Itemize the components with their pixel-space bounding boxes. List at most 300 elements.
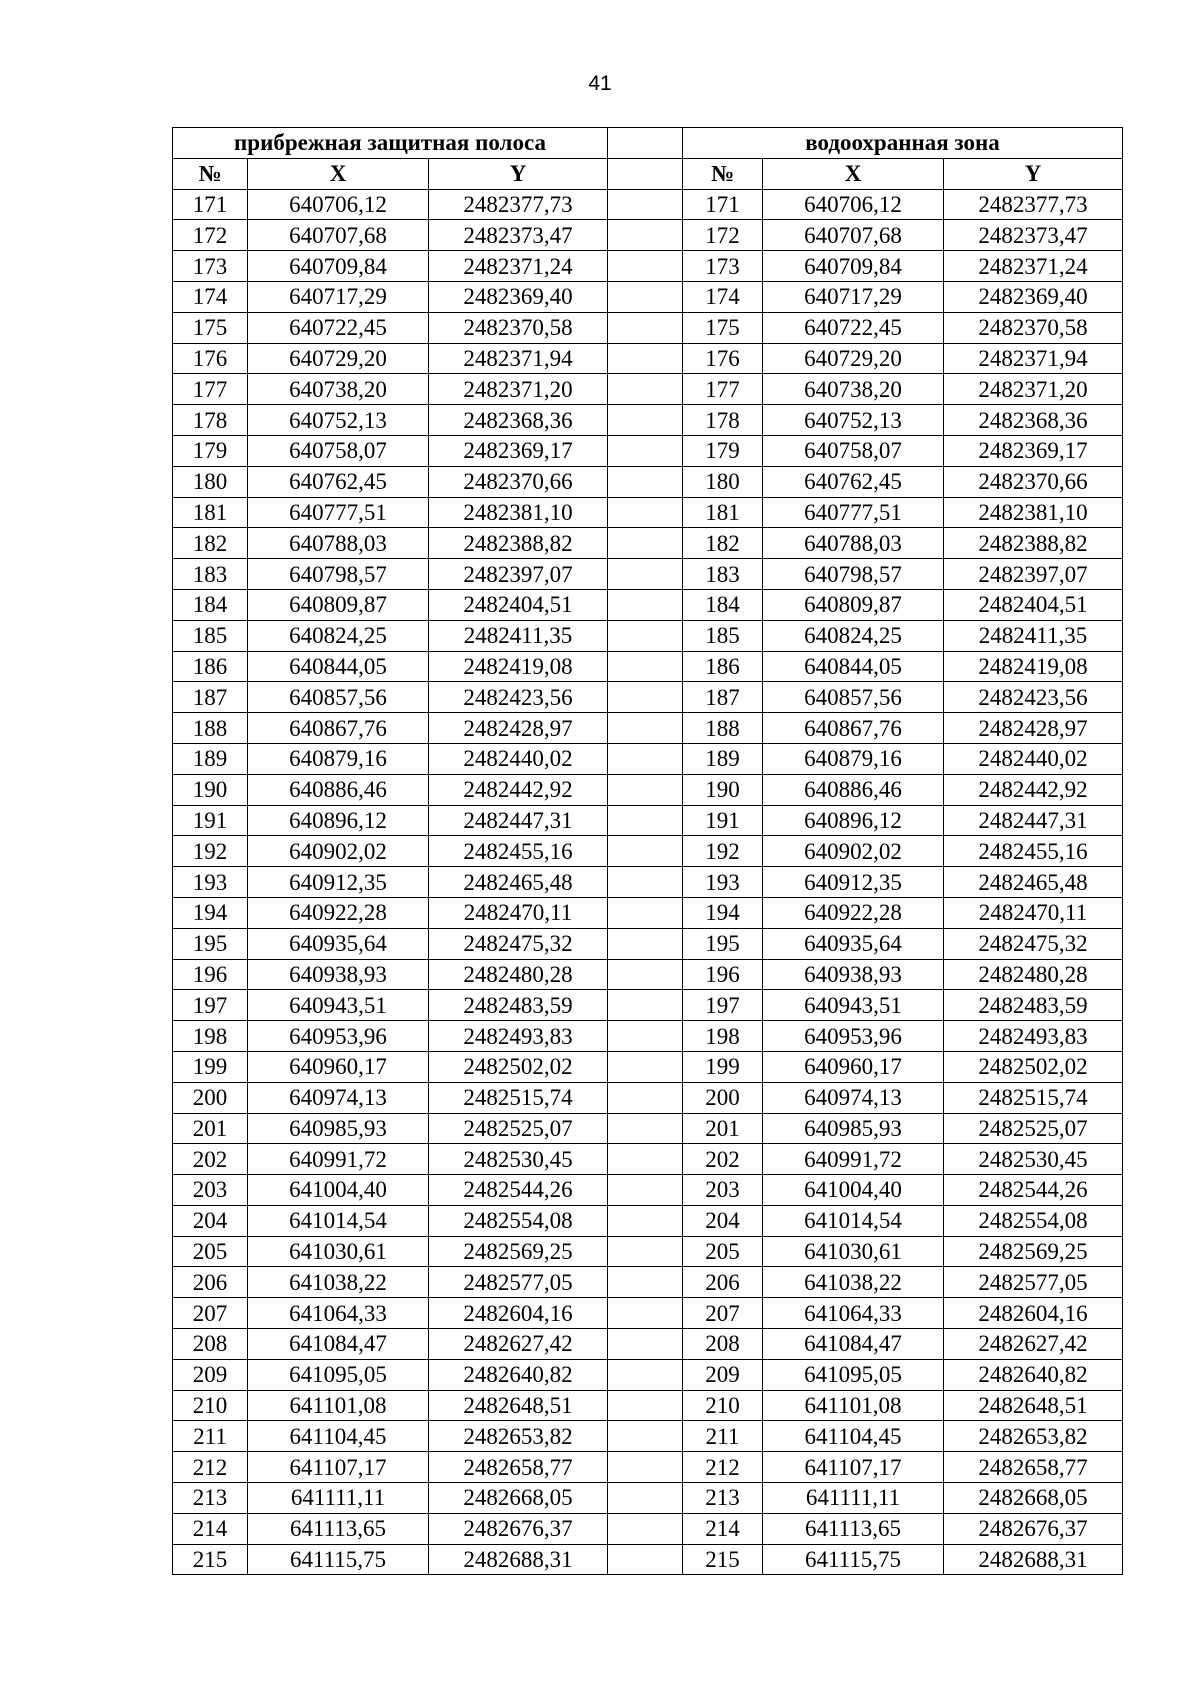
table-row [173, 1390, 1123, 1421]
right-point-number: 178 [683, 405, 763, 436]
right-x-coordinate: 640706,12 [763, 189, 944, 220]
right-x-coordinate: 640922,28 [763, 897, 944, 928]
left-y-coordinate: 2482530,45 [429, 1144, 608, 1175]
left-point-number: 186 [173, 651, 248, 682]
left-x-coordinate: 640974,13 [248, 1082, 429, 1113]
table-row [173, 1051, 1123, 1082]
right-y-coordinate: 2482604,16 [944, 1298, 1123, 1329]
right-y-coordinate: 2482658,77 [944, 1452, 1123, 1483]
left-y-coordinate: 2482442,92 [429, 774, 608, 805]
table-row [173, 466, 1123, 497]
right-y-coordinate: 2482388,82 [944, 528, 1123, 559]
right-point-number: 189 [683, 743, 763, 774]
coordinates-table [172, 127, 1123, 1575]
left-x-coordinate: 640896,12 [248, 805, 429, 836]
right-x-coordinate: 640809,87 [763, 589, 944, 620]
spacer-cell [608, 128, 683, 159]
table-row [173, 836, 1123, 867]
left-point-number: 196 [173, 959, 248, 990]
left-point-number: 173 [173, 251, 248, 282]
spacer-cell [608, 559, 683, 590]
spacer-cell [608, 743, 683, 774]
right-point-number: 213 [683, 1483, 763, 1514]
spacer-cell [608, 713, 683, 744]
left-point-number: 175 [173, 312, 248, 343]
spacer-cell [608, 343, 683, 374]
left-x-coordinate: 640857,56 [248, 682, 429, 713]
left-x-coordinate: 641084,47 [248, 1329, 429, 1360]
left-point-number: 178 [173, 405, 248, 436]
left-x-coordinate: 640912,35 [248, 867, 429, 898]
table-row [173, 1298, 1123, 1329]
left-x-coordinate: 640788,03 [248, 528, 429, 559]
left-col-number-header: № [173, 158, 248, 189]
left-x-coordinate: 640758,07 [248, 435, 429, 466]
spacer-cell [608, 374, 683, 405]
right-y-coordinate: 2482502,02 [944, 1051, 1123, 1082]
left-point-number: 201 [173, 1113, 248, 1144]
right-point-number: 190 [683, 774, 763, 805]
right-point-number: 199 [683, 1051, 763, 1082]
left-x-coordinate: 640717,29 [248, 281, 429, 312]
table-row [173, 559, 1123, 590]
spacer-cell [608, 1421, 683, 1452]
left-x-coordinate: 640938,93 [248, 959, 429, 990]
left-point-number: 215 [173, 1544, 248, 1575]
right-point-number: 201 [683, 1113, 763, 1144]
right-y-coordinate: 2482423,56 [944, 682, 1123, 713]
left-point-number: 202 [173, 1144, 248, 1175]
left-x-coordinate: 641004,40 [248, 1175, 429, 1206]
left-x-coordinate: 641115,75 [248, 1544, 429, 1575]
right-y-coordinate: 2482465,48 [944, 867, 1123, 898]
table-row [173, 990, 1123, 1021]
right-x-coordinate: 641064,33 [763, 1298, 944, 1329]
table-row [173, 713, 1123, 744]
left-y-coordinate: 2482455,16 [429, 836, 608, 867]
right-x-coordinate: 640777,51 [763, 497, 944, 528]
left-point-number: 211 [173, 1421, 248, 1452]
left-point-number: 187 [173, 682, 248, 713]
left-y-coordinate: 2482465,48 [429, 867, 608, 898]
left-y-coordinate: 2482688,31 [429, 1544, 608, 1575]
table-row [173, 528, 1123, 559]
left-point-number: 184 [173, 589, 248, 620]
table-row [173, 497, 1123, 528]
left-point-number: 203 [173, 1175, 248, 1206]
table-row [173, 281, 1123, 312]
left-point-number: 208 [173, 1329, 248, 1360]
spacer-cell [608, 1205, 683, 1236]
right-point-number: 192 [683, 836, 763, 867]
right-x-coordinate: 640867,76 [763, 713, 944, 744]
right-x-coordinate: 640758,07 [763, 435, 944, 466]
table-row [173, 1329, 1123, 1360]
table-row [173, 1483, 1123, 1514]
right-x-coordinate: 641111,11 [763, 1483, 944, 1514]
left-point-number: 206 [173, 1267, 248, 1298]
left-x-coordinate: 641064,33 [248, 1298, 429, 1329]
table-row [173, 1359, 1123, 1390]
spacer-cell [608, 281, 683, 312]
spacer-cell [608, 466, 683, 497]
table-row [173, 897, 1123, 928]
left-point-number: 172 [173, 220, 248, 251]
right-y-coordinate: 2482648,51 [944, 1390, 1123, 1421]
left-y-coordinate: 2482369,17 [429, 435, 608, 466]
left-y-coordinate: 2482502,02 [429, 1051, 608, 1082]
right-point-number: 204 [683, 1205, 763, 1236]
table-row [173, 867, 1123, 898]
right-point-number: 173 [683, 251, 763, 282]
table-row [173, 651, 1123, 682]
left-x-coordinate: 640960,17 [248, 1051, 429, 1082]
right-y-coordinate: 2482668,05 [944, 1483, 1123, 1514]
right-point-number: 207 [683, 1298, 763, 1329]
left-y-coordinate: 2482371,94 [429, 343, 608, 374]
spacer-cell [608, 312, 683, 343]
right-y-coordinate: 2482373,47 [944, 220, 1123, 251]
left-y-coordinate: 2482676,37 [429, 1513, 608, 1544]
table-row [173, 1544, 1123, 1575]
left-y-coordinate: 2482627,42 [429, 1329, 608, 1360]
left-x-coordinate: 641113,65 [248, 1513, 429, 1544]
left-point-number: 205 [173, 1236, 248, 1267]
right-x-coordinate: 640752,13 [763, 405, 944, 436]
right-x-coordinate: 641084,47 [763, 1329, 944, 1360]
left-y-coordinate: 2482377,73 [429, 189, 608, 220]
right-x-coordinate: 640974,13 [763, 1082, 944, 1113]
left-x-coordinate: 641014,54 [248, 1205, 429, 1236]
left-y-coordinate: 2482493,83 [429, 1021, 608, 1052]
left-y-coordinate: 2482440,02 [429, 743, 608, 774]
spacer-cell [608, 589, 683, 620]
right-point-number: 187 [683, 682, 763, 713]
right-point-number: 172 [683, 220, 763, 251]
right-y-coordinate: 2482442,92 [944, 774, 1123, 805]
right-y-coordinate: 2482381,10 [944, 497, 1123, 528]
left-y-coordinate: 2482369,40 [429, 281, 608, 312]
left-point-number: 210 [173, 1390, 248, 1421]
right-point-number: 215 [683, 1544, 763, 1575]
left-x-coordinate: 640985,93 [248, 1113, 429, 1144]
left-x-coordinate: 640709,84 [248, 251, 429, 282]
left-point-number: 191 [173, 805, 248, 836]
right-x-coordinate: 640896,12 [763, 805, 944, 836]
right-x-coordinate: 640722,45 [763, 312, 944, 343]
right-y-coordinate: 2482483,59 [944, 990, 1123, 1021]
left-x-coordinate: 640752,13 [248, 405, 429, 436]
left-y-coordinate: 2482569,25 [429, 1236, 608, 1267]
right-point-number: 177 [683, 374, 763, 405]
spacer-cell [608, 867, 683, 898]
left-point-number: 200 [173, 1082, 248, 1113]
right-y-coordinate: 2482515,74 [944, 1082, 1123, 1113]
right-x-coordinate: 640717,29 [763, 281, 944, 312]
right-x-coordinate: 640857,56 [763, 682, 944, 713]
left-x-coordinate: 640777,51 [248, 497, 429, 528]
table-row [173, 682, 1123, 713]
table-row [173, 928, 1123, 959]
left-point-number: 176 [173, 343, 248, 374]
left-point-number: 204 [173, 1205, 248, 1236]
right-point-number: 193 [683, 867, 763, 898]
right-y-coordinate: 2482480,28 [944, 959, 1123, 990]
right-y-coordinate: 2482440,02 [944, 743, 1123, 774]
left-y-coordinate: 2482370,58 [429, 312, 608, 343]
left-x-coordinate: 640809,87 [248, 589, 429, 620]
left-x-coordinate: 641095,05 [248, 1359, 429, 1390]
left-y-coordinate: 2482475,32 [429, 928, 608, 959]
left-x-coordinate: 640953,96 [248, 1021, 429, 1052]
left-point-number: 188 [173, 713, 248, 744]
right-y-coordinate: 2482475,32 [944, 928, 1123, 959]
left-point-number: 174 [173, 281, 248, 312]
left-x-coordinate: 640706,12 [248, 189, 429, 220]
spacer-cell [608, 1544, 683, 1575]
spacer-cell [608, 1359, 683, 1390]
right-point-number: 188 [683, 713, 763, 744]
spacer-cell [608, 1483, 683, 1514]
spacer-cell [608, 251, 683, 282]
left-point-number: 195 [173, 928, 248, 959]
table-row [173, 1175, 1123, 1206]
table-row [173, 743, 1123, 774]
right-point-number: 175 [683, 312, 763, 343]
right-point-number: 198 [683, 1021, 763, 1052]
left-x-coordinate: 640867,76 [248, 713, 429, 744]
right-y-coordinate: 2482470,11 [944, 897, 1123, 928]
right-y-coordinate: 2482371,94 [944, 343, 1123, 374]
right-y-coordinate: 2482676,37 [944, 1513, 1123, 1544]
left-x-coordinate: 640762,45 [248, 466, 429, 497]
left-y-coordinate: 2482554,08 [429, 1205, 608, 1236]
left-x-coordinate: 640991,72 [248, 1144, 429, 1175]
spacer-cell [608, 928, 683, 959]
right-point-number: 181 [683, 497, 763, 528]
right-y-coordinate: 2482411,35 [944, 620, 1123, 651]
spacer-cell [608, 651, 683, 682]
left-x-coordinate: 640935,64 [248, 928, 429, 959]
left-point-number: 207 [173, 1298, 248, 1329]
left-y-coordinate: 2482525,07 [429, 1113, 608, 1144]
column-header-row [173, 158, 1123, 189]
table-row [173, 1236, 1123, 1267]
table-row [173, 1082, 1123, 1113]
left-point-number: 189 [173, 743, 248, 774]
spacer-cell [608, 774, 683, 805]
left-y-coordinate: 2482388,82 [429, 528, 608, 559]
right-y-coordinate: 2482577,05 [944, 1267, 1123, 1298]
right-point-number: 184 [683, 589, 763, 620]
left-x-coordinate: 640902,02 [248, 836, 429, 867]
spacer-cell [608, 1513, 683, 1544]
right-x-coordinate: 641095,05 [763, 1359, 944, 1390]
left-x-coordinate: 640879,16 [248, 743, 429, 774]
right-x-coordinate: 640886,46 [763, 774, 944, 805]
left-point-number: 192 [173, 836, 248, 867]
table-row [173, 959, 1123, 990]
left-x-coordinate: 640844,05 [248, 651, 429, 682]
left-point-number: 183 [173, 559, 248, 590]
right-y-coordinate: 2482493,83 [944, 1021, 1123, 1052]
right-point-number: 210 [683, 1390, 763, 1421]
right-y-coordinate: 2482569,25 [944, 1236, 1123, 1267]
right-point-number: 171 [683, 189, 763, 220]
left-y-coordinate: 2482604,16 [429, 1298, 608, 1329]
spacer-cell [608, 805, 683, 836]
table-row [173, 620, 1123, 651]
right-y-coordinate: 2482419,08 [944, 651, 1123, 682]
table-row [173, 1421, 1123, 1452]
right-x-coordinate: 640707,68 [763, 220, 944, 251]
left-y-coordinate: 2482368,36 [429, 405, 608, 436]
left-y-coordinate: 2482470,11 [429, 897, 608, 928]
right-x-coordinate: 640788,03 [763, 528, 944, 559]
right-y-coordinate: 2482455,16 [944, 836, 1123, 867]
right-x-coordinate: 640935,64 [763, 928, 944, 959]
left-y-coordinate: 2482668,05 [429, 1483, 608, 1514]
right-x-coordinate: 640991,72 [763, 1144, 944, 1175]
right-point-number: 183 [683, 559, 763, 590]
left-point-number: 182 [173, 528, 248, 559]
spacer-cell [608, 1298, 683, 1329]
right-point-number: 185 [683, 620, 763, 651]
right-y-coordinate: 2482447,31 [944, 805, 1123, 836]
right-point-number: 186 [683, 651, 763, 682]
left-y-coordinate: 2482411,35 [429, 620, 608, 651]
left-y-coordinate: 2482371,24 [429, 251, 608, 282]
right-x-coordinate: 640762,45 [763, 466, 944, 497]
left-point-number: 185 [173, 620, 248, 651]
left-y-coordinate: 2482577,05 [429, 1267, 608, 1298]
right-x-coordinate: 640953,96 [763, 1021, 944, 1052]
spacer-cell [608, 836, 683, 867]
left-y-coordinate: 2482423,56 [429, 682, 608, 713]
spacer-cell [608, 1051, 683, 1082]
left-y-coordinate: 2482480,28 [429, 959, 608, 990]
right-x-coordinate: 641104,45 [763, 1421, 944, 1452]
table-row [173, 312, 1123, 343]
right-y-coordinate: 2482371,24 [944, 251, 1123, 282]
table-row [173, 1513, 1123, 1544]
right-y-coordinate: 2482627,42 [944, 1329, 1123, 1360]
spacer-cell [608, 1144, 683, 1175]
left-point-number: 177 [173, 374, 248, 405]
right-point-number: 206 [683, 1267, 763, 1298]
right-point-number: 182 [683, 528, 763, 559]
left-x-coordinate: 641030,61 [248, 1236, 429, 1267]
left-point-number: 212 [173, 1452, 248, 1483]
table-row [173, 343, 1123, 374]
right-x-coordinate: 640960,17 [763, 1051, 944, 1082]
spacer-cell [608, 1267, 683, 1298]
right-point-number: 194 [683, 897, 763, 928]
left-point-number: 190 [173, 774, 248, 805]
spacer-cell [608, 897, 683, 928]
right-y-coordinate: 2482525,07 [944, 1113, 1123, 1144]
left-x-coordinate: 640824,25 [248, 620, 429, 651]
spacer-cell [608, 1236, 683, 1267]
right-point-number: 180 [683, 466, 763, 497]
right-x-coordinate: 641004,40 [763, 1175, 944, 1206]
right-y-coordinate: 2482530,45 [944, 1144, 1123, 1175]
right-point-number: 179 [683, 435, 763, 466]
left-y-coordinate: 2482447,31 [429, 805, 608, 836]
page-number: 41 [588, 72, 612, 95]
left-point-number: 171 [173, 189, 248, 220]
right-x-coordinate: 640938,93 [763, 959, 944, 990]
right-x-coordinate: 641115,75 [763, 1544, 944, 1575]
left-point-number: 180 [173, 466, 248, 497]
right-point-number: 211 [683, 1421, 763, 1452]
left-y-coordinate: 2482370,66 [429, 466, 608, 497]
right-point-number: 208 [683, 1329, 763, 1360]
right-point-number: 214 [683, 1513, 763, 1544]
left-y-coordinate: 2482515,74 [429, 1082, 608, 1113]
table-row [173, 774, 1123, 805]
table-row [173, 251, 1123, 282]
table-row [173, 435, 1123, 466]
spacer-cell [608, 497, 683, 528]
left-y-coordinate: 2482640,82 [429, 1359, 608, 1390]
left-point-number: 199 [173, 1051, 248, 1082]
left-x-coordinate: 640722,45 [248, 312, 429, 343]
right-x-coordinate: 640798,57 [763, 559, 944, 590]
left-point-number: 209 [173, 1359, 248, 1390]
right-x-coordinate: 640709,84 [763, 251, 944, 282]
right-point-number: 174 [683, 281, 763, 312]
right-x-coordinate: 640844,05 [763, 651, 944, 682]
left-y-coordinate: 2482373,47 [429, 220, 608, 251]
left-col-y-header: Y [429, 158, 608, 189]
spacer-cell [608, 1082, 683, 1113]
left-y-coordinate: 2482381,10 [429, 497, 608, 528]
right-x-coordinate: 641038,22 [763, 1267, 944, 1298]
table-row [173, 1205, 1123, 1236]
right-col-y-header: Y [944, 158, 1123, 189]
right-x-coordinate: 641107,17 [763, 1452, 944, 1483]
right-point-number: 212 [683, 1452, 763, 1483]
spacer-cell [608, 435, 683, 466]
spacer-cell [608, 990, 683, 1021]
spacer-cell [608, 1175, 683, 1206]
left-point-number: 213 [173, 1483, 248, 1514]
left-y-coordinate: 2482658,77 [429, 1452, 608, 1483]
right-point-number: 176 [683, 343, 763, 374]
spacer-cell [608, 959, 683, 990]
left-y-coordinate: 2482397,07 [429, 559, 608, 590]
table-row [173, 374, 1123, 405]
right-y-coordinate: 2482369,40 [944, 281, 1123, 312]
right-y-coordinate: 2482371,20 [944, 374, 1123, 405]
left-y-coordinate: 2482428,97 [429, 713, 608, 744]
spacer-cell [608, 1113, 683, 1144]
left-point-number: 198 [173, 1021, 248, 1052]
right-x-coordinate: 641030,61 [763, 1236, 944, 1267]
spacer-cell [608, 189, 683, 220]
right-y-coordinate: 2482377,73 [944, 189, 1123, 220]
table-row [173, 1144, 1123, 1175]
right-point-number: 202 [683, 1144, 763, 1175]
left-x-coordinate: 640922,28 [248, 897, 429, 928]
right-y-coordinate: 2482370,58 [944, 312, 1123, 343]
left-y-coordinate: 2482419,08 [429, 651, 608, 682]
left-y-coordinate: 2482648,51 [429, 1390, 608, 1421]
right-group-title: водоохранная зона [683, 128, 1123, 159]
table-row [173, 805, 1123, 836]
table-row [173, 189, 1123, 220]
